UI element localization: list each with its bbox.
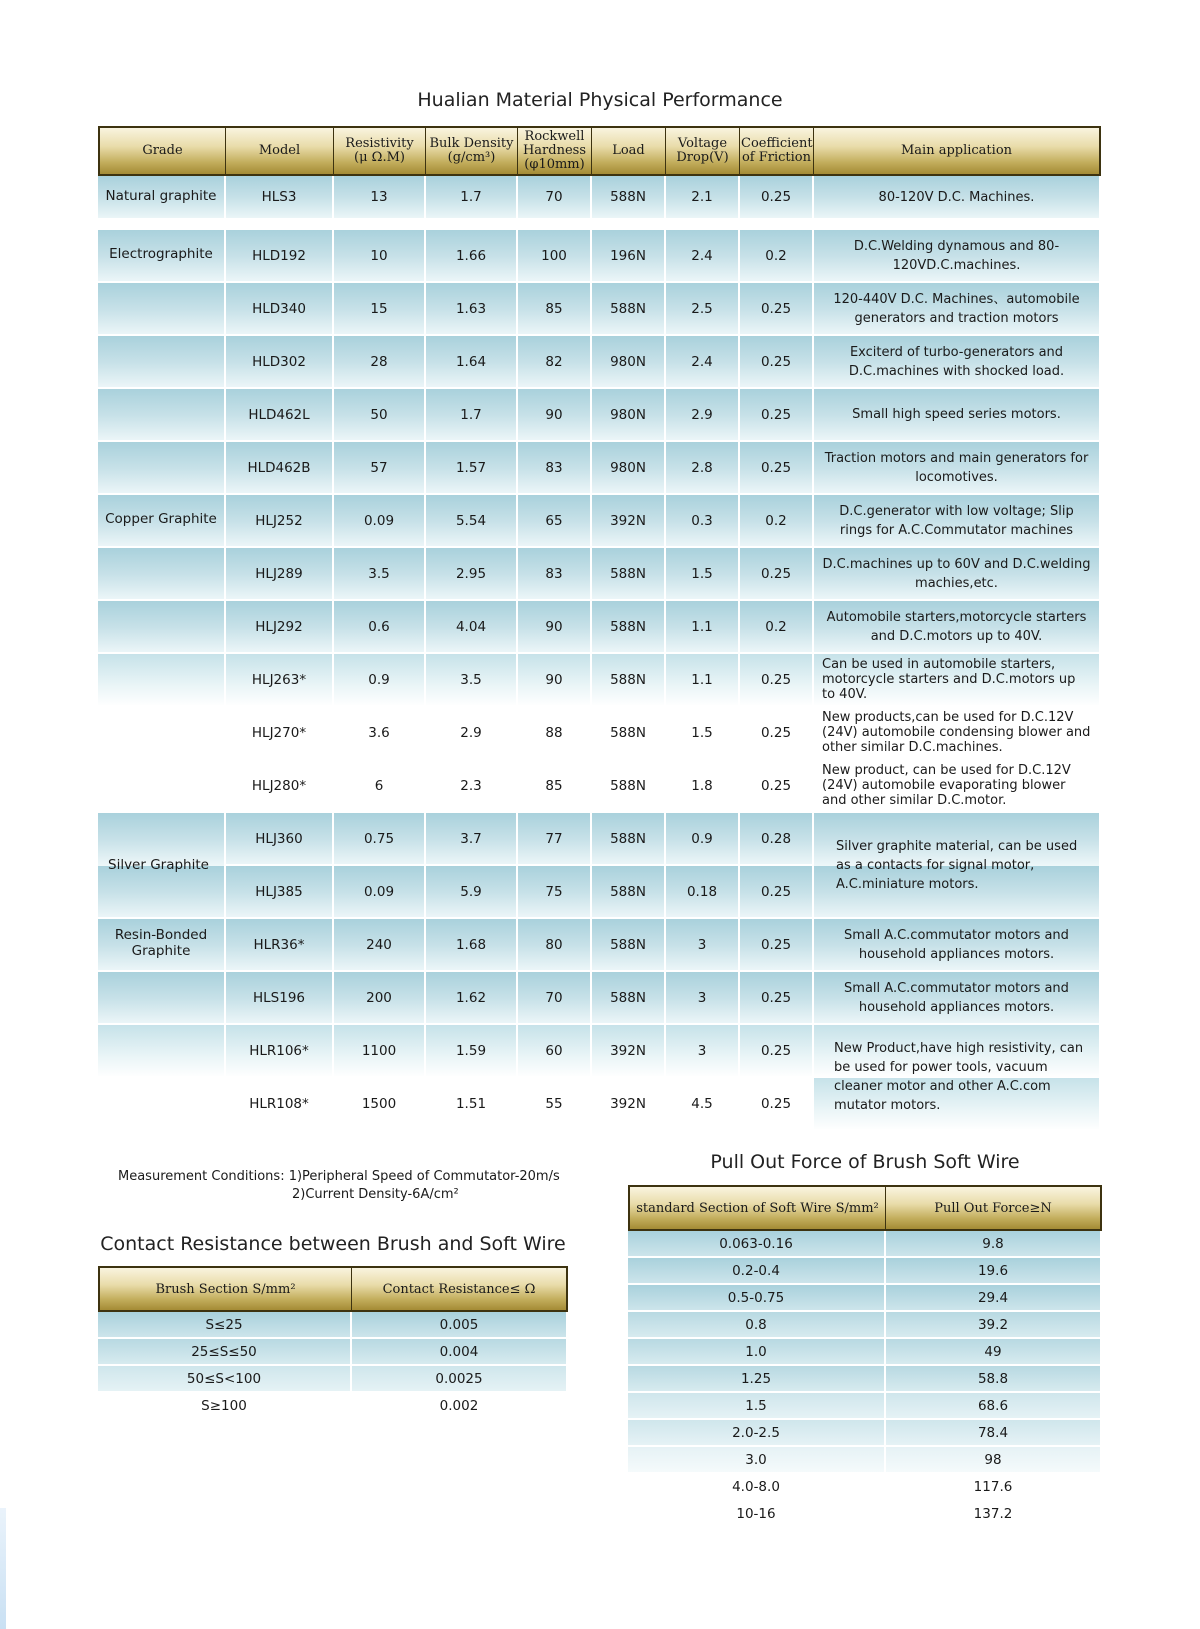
load-cell: 980N — [592, 442, 666, 495]
header-hardness — [518, 126, 592, 176]
table-row — [628, 1447, 1102, 1474]
resistivity-cell: 6 — [334, 760, 426, 813]
density-cell: 5.54 — [426, 495, 518, 548]
friction-cell: 0.25 — [740, 1025, 814, 1078]
density-cell: 2.95 — [426, 548, 518, 601]
voltage-drop-cell: 2.9 — [666, 389, 740, 442]
header-friction-l1: Coefficient — [741, 136, 813, 151]
friction-cell: 0.25 — [740, 972, 814, 1025]
header-bulk-density — [426, 126, 518, 176]
voltage-drop-cell: 0.9 — [666, 813, 740, 866]
load-cell: 588N — [592, 919, 666, 972]
table-row — [98, 654, 1101, 707]
resistivity-cell: 0.09 — [334, 866, 426, 919]
force-cell: 68.6 — [886, 1393, 1102, 1420]
table-row — [98, 495, 1101, 548]
hardness-cell: 77 — [518, 813, 592, 866]
application-cell: New product, can be used for D.C.12V (24V) automobile evaporating blower and other similar D.C.motor. — [814, 760, 1101, 813]
voltage-drop-cell: 3 — [666, 919, 740, 972]
load-cell: 588N — [592, 283, 666, 336]
voltage-drop-cell: 3 — [666, 972, 740, 1025]
friction-cell: 0.28 — [740, 813, 814, 866]
grade-cell — [98, 548, 226, 601]
resistivity-cell: 3.5 — [334, 548, 426, 601]
model-cell: HLJ270* — [226, 707, 334, 760]
hardness-cell: 70 — [518, 176, 592, 220]
model-cell: HLD462B — [226, 442, 334, 495]
load-cell: 980N — [592, 336, 666, 389]
model-cell: HLJ280* — [226, 760, 334, 813]
friction-cell: 0.25 — [740, 866, 814, 919]
model-cell: HLJ360 — [226, 813, 334, 866]
density-cell: 1.63 — [426, 283, 518, 336]
application-cell: New products,can be used for D.C.12V (24V) automobile condensing blower and other similar D.C.machines. — [814, 707, 1101, 760]
resistivity-cell: 28 — [334, 336, 426, 389]
model-cell: HLJ289 — [226, 548, 334, 601]
application-cell: Can be used in automobile starters, motorcycle starters and D.C.motors up to 40V. — [814, 654, 1101, 707]
hardness-cell: 83 — [518, 548, 592, 601]
header-row — [628, 1185, 1102, 1231]
application-cell: Small A.C.commutator motors and household appliances motors. — [814, 972, 1101, 1025]
model-cell: HLD340 — [226, 283, 334, 336]
density-cell: 1.7 — [426, 176, 518, 220]
header-hardness-l2: Hardness — [522, 143, 587, 158]
table-row — [628, 1231, 1102, 1258]
density-cell: 1.57 — [426, 442, 518, 495]
header-resistivity-l2: (μ Ω.M) — [354, 150, 405, 165]
table-row — [98, 972, 1101, 1025]
friction-cell: 0.25 — [740, 389, 814, 442]
header-hardness-l1: Rockwell — [524, 129, 585, 144]
resistivity-cell: 15 — [334, 283, 426, 336]
table-row — [98, 336, 1101, 389]
force-cell: 78.4 — [886, 1420, 1102, 1447]
load-cell: 392N — [592, 1025, 666, 1078]
grade-cell: Natural graphite — [98, 176, 226, 220]
hardness-cell: 55 — [518, 1078, 592, 1131]
application-cell: New Product,have high resistivity, can be used for power tools, vacuum cleaner motor and other A.C.com mutator motors. — [814, 1025, 1101, 1131]
density-cell: 2.9 — [426, 707, 518, 760]
contact-resistance-cell: 0.004 — [352, 1339, 568, 1366]
table-row — [98, 919, 1101, 972]
voltage-drop-cell: 0.3 — [666, 495, 740, 548]
table-row — [628, 1312, 1102, 1339]
model-cell: HLJ263* — [226, 654, 334, 707]
header-voltage-drop-l1: Voltage — [677, 136, 728, 151]
table-row — [628, 1339, 1102, 1366]
table-row — [98, 548, 1101, 601]
grade-cell — [98, 1078, 226, 1131]
header-model: Model — [226, 126, 334, 176]
resistivity-cell: 3.6 — [334, 707, 426, 760]
brush-section-cell: S≤25 — [98, 1312, 352, 1339]
load-cell: 588N — [592, 548, 666, 601]
grade-cell: Silver Graphite — [98, 813, 226, 919]
contact-resistance-cell: 0.005 — [352, 1312, 568, 1339]
resistivity-cell: 0.6 — [334, 601, 426, 654]
application-cell: Traction motors and main generators for locomotives. — [814, 442, 1101, 495]
density-cell: 5.9 — [426, 866, 518, 919]
header-grade: Grade — [98, 126, 226, 176]
force-cell: 49 — [886, 1339, 1102, 1366]
friction-cell: 0.25 — [740, 442, 814, 495]
grade-cell — [98, 707, 226, 760]
table-row — [628, 1366, 1102, 1393]
application-cell: Silver graphite material, can be used as a contacts for signal motor, A.C.miniature motors. — [814, 813, 1101, 919]
density-cell: 1.62 — [426, 972, 518, 1025]
voltage-drop-cell: 3 — [666, 1025, 740, 1078]
voltage-drop-cell: 4.5 — [666, 1078, 740, 1131]
voltage-drop-cell: 1.5 — [666, 707, 740, 760]
header-pull-out-force: Pull Out Force≥N — [886, 1185, 1102, 1231]
load-cell: 588N — [592, 972, 666, 1025]
load-cell: 392N — [592, 495, 666, 548]
friction-cell: 0.25 — [740, 919, 814, 972]
grade-cell — [98, 601, 226, 654]
model-cell: HLD192 — [226, 230, 334, 283]
resistivity-cell: 0.09 — [334, 495, 426, 548]
friction-cell: 0.2 — [740, 495, 814, 548]
table-row — [98, 760, 1101, 813]
table-row — [628, 1474, 1102, 1501]
hardness-cell: 100 — [518, 230, 592, 283]
header-voltage-drop — [666, 126, 740, 176]
header-voltage-drop-l2: Drop(V) — [676, 150, 729, 165]
grade-cell: Electrographite — [98, 230, 226, 283]
grade-cell: Resin-Bonded Graphite — [98, 919, 226, 972]
force-cell: 9.8 — [886, 1231, 1102, 1258]
hardness-cell: 83 — [518, 442, 592, 495]
voltage-drop-cell: 2.4 — [666, 230, 740, 283]
load-cell: 588N — [592, 601, 666, 654]
brush-section-cell: S≥100 — [98, 1393, 352, 1420]
contact-resistance-cell: 0.0025 — [352, 1366, 568, 1393]
table-row — [98, 813, 1101, 866]
header-hardness-l3: (φ10mm) — [524, 157, 585, 172]
grade-cell — [98, 389, 226, 442]
force-cell: 39.2 — [886, 1312, 1102, 1339]
resistivity-cell: 200 — [334, 972, 426, 1025]
header-contact-resistance: Contact Resistance≤ Ω — [352, 1266, 568, 1312]
hardness-cell: 85 — [518, 760, 592, 813]
application-cell: Exciterd of turbo-generators and D.C.machines with shocked load. — [814, 336, 1101, 389]
header-row — [98, 1266, 568, 1312]
model-cell: HLS196 — [226, 972, 334, 1025]
section-cell: 2.0-2.5 — [628, 1420, 886, 1447]
load-cell: 392N — [592, 1078, 666, 1131]
grade-cell: Copper Graphite — [98, 495, 226, 548]
load-cell: 588N — [592, 866, 666, 919]
density-cell: 3.5 — [426, 654, 518, 707]
section-cell: 10-16 — [628, 1501, 886, 1528]
hardness-cell: 82 — [518, 336, 592, 389]
hardness-cell: 60 — [518, 1025, 592, 1078]
header-friction — [740, 126, 814, 176]
force-cell: 58.8 — [886, 1366, 1102, 1393]
table-row — [628, 1501, 1102, 1528]
friction-cell: 0.2 — [740, 601, 814, 654]
voltage-drop-cell: 1.5 — [666, 548, 740, 601]
density-cell: 2.3 — [426, 760, 518, 813]
voltage-drop-cell: 1.8 — [666, 760, 740, 813]
section-cell: 1.5 — [628, 1393, 886, 1420]
grade-cell — [98, 760, 226, 813]
table-row — [98, 389, 1101, 442]
table-row — [98, 442, 1101, 495]
header-soft-wire-section: standard Section of Soft Wire S/mm² — [628, 1185, 886, 1231]
application-cell: 80-120V D.C. Machines. — [814, 176, 1101, 220]
main-title: Hualian Material Physical Performance — [417, 89, 783, 111]
resistivity-cell: 0.75 — [334, 813, 426, 866]
header-resistivity-l1: Resistivity — [345, 136, 414, 151]
friction-cell: 0.25 — [740, 176, 814, 220]
hardness-cell: 65 — [518, 495, 592, 548]
voltage-drop-cell: 2.4 — [666, 336, 740, 389]
header-resistivity — [334, 126, 426, 176]
grade-cell — [98, 654, 226, 707]
voltage-drop-cell: 1.1 — [666, 601, 740, 654]
header-application: Main application — [814, 126, 1101, 176]
table-row — [628, 1285, 1102, 1312]
model-cell: HLJ385 — [226, 866, 334, 919]
load-cell: 588N — [592, 813, 666, 866]
model-cell: HLD462L — [226, 389, 334, 442]
section-cell: 4.0-8.0 — [628, 1474, 886, 1501]
grade-cell — [98, 442, 226, 495]
hardness-cell: 90 — [518, 601, 592, 654]
load-cell: 588N — [592, 760, 666, 813]
brush-section-cell: 50≤S<100 — [98, 1366, 352, 1393]
table-row — [98, 1312, 568, 1339]
table-row — [98, 230, 1101, 283]
force-cell: 117.6 — [886, 1474, 1102, 1501]
friction-cell: 0.2 — [740, 230, 814, 283]
physical-performance-table — [98, 126, 1101, 1131]
model-cell: HLR36* — [226, 919, 334, 972]
section-cell: 0.8 — [628, 1312, 886, 1339]
load-cell: 588N — [592, 654, 666, 707]
grade-cell — [98, 1025, 226, 1078]
force-cell: 98 — [886, 1447, 1102, 1474]
contact-resistance-cell: 0.002 — [352, 1393, 568, 1420]
header-friction-l2: of Friction — [741, 150, 812, 165]
grade-cell — [98, 972, 226, 1025]
density-cell: 1.59 — [426, 1025, 518, 1078]
section-cell: 0.2-0.4 — [628, 1258, 886, 1285]
friction-cell: 0.25 — [740, 336, 814, 389]
force-cell: 29.4 — [886, 1285, 1102, 1312]
density-cell: 3.7 — [426, 813, 518, 866]
spacer-cell — [98, 220, 1101, 230]
voltage-drop-cell: 0.18 — [666, 866, 740, 919]
density-cell: 1.7 — [426, 389, 518, 442]
model-cell: HLS3 — [226, 176, 334, 220]
friction-cell: 0.25 — [740, 760, 814, 813]
table-row — [98, 707, 1101, 760]
friction-cell: 0.25 — [740, 654, 814, 707]
page-edge-decoration — [0, 1508, 6, 1629]
model-cell: HLR106* — [226, 1025, 334, 1078]
header-bulk-density-l1: Bulk Density — [429, 136, 514, 151]
section-cell: 1.25 — [628, 1366, 886, 1393]
table-row — [98, 283, 1101, 336]
table-row — [628, 1393, 1102, 1420]
hardness-cell: 75 — [518, 866, 592, 919]
section-cell: 0.063-0.16 — [628, 1231, 886, 1258]
hardness-cell: 90 — [518, 389, 592, 442]
resistivity-cell: 13 — [334, 176, 426, 220]
brush-section-cell: 25≤S≤50 — [98, 1339, 352, 1366]
application-cell: 120-440V D.C. Machines、automobile generators and traction motors — [814, 283, 1101, 336]
header-row — [98, 126, 1101, 176]
table-row — [98, 1393, 568, 1420]
grade-cell — [98, 283, 226, 336]
force-cell: 19.6 — [886, 1258, 1102, 1285]
load-cell: 588N — [592, 707, 666, 760]
grade-cell — [98, 336, 226, 389]
hardness-cell: 90 — [518, 654, 592, 707]
density-cell: 4.04 — [426, 601, 518, 654]
density-cell: 1.68 — [426, 919, 518, 972]
table-row — [98, 1025, 1101, 1078]
header-bulk-density-l2: (g/cm³) — [447, 150, 496, 165]
table-row — [628, 1258, 1102, 1285]
load-cell: 196N — [592, 230, 666, 283]
header-load: Load — [592, 126, 666, 176]
density-cell: 1.64 — [426, 336, 518, 389]
application-cell: D.C.generator with low voltage; Slip rings for A.C.Commutator machines — [814, 495, 1101, 548]
pull-table-title: Pull Out Force of Brush Soft Wire — [710, 1151, 1020, 1173]
application-cell: D.C.Welding dynamous and 80-120VD.C.machines. — [814, 230, 1101, 283]
resistivity-cell: 1500 — [334, 1078, 426, 1131]
application-cell: Small high speed series motors. — [814, 389, 1101, 442]
section-cell: 3.0 — [628, 1447, 886, 1474]
friction-cell: 0.25 — [740, 548, 814, 601]
contact-resistance-table — [98, 1266, 568, 1420]
application-cell: Small A.C.commutator motors and household appliances motors. — [814, 919, 1101, 972]
application-cell: Automobile starters,motorcycle starters and D.C.motors up to 40V. — [814, 601, 1101, 654]
voltage-drop-cell: 2.1 — [666, 176, 740, 220]
model-cell: HLJ292 — [226, 601, 334, 654]
density-cell: 1.66 — [426, 230, 518, 283]
section-cell: 0.5-0.75 — [628, 1285, 886, 1312]
hardness-cell: 85 — [518, 283, 592, 336]
resistivity-cell: 50 — [334, 389, 426, 442]
table-row — [98, 1366, 568, 1393]
resistivity-cell: 57 — [334, 442, 426, 495]
resistivity-cell: 1100 — [334, 1025, 426, 1078]
table-row — [628, 1420, 1102, 1447]
section-cell: 1.0 — [628, 1339, 886, 1366]
friction-cell: 0.25 — [740, 707, 814, 760]
contact-table-title: Contact Resistance between Brush and Soft Wire — [100, 1233, 566, 1255]
hardness-cell: 70 — [518, 972, 592, 1025]
friction-cell: 0.25 — [740, 283, 814, 336]
voltage-drop-cell: 2.8 — [666, 442, 740, 495]
voltage-drop-cell: 2.5 — [666, 283, 740, 336]
header-brush-section: Brush Section S/mm² — [98, 1266, 352, 1312]
row-spacer — [98, 220, 1101, 230]
hardness-cell: 80 — [518, 919, 592, 972]
table-row — [98, 176, 1101, 220]
measurement-line-1: Measurement Conditions: 1)Peripheral Speed of Commutator-20m/s — [118, 1169, 560, 1184]
table-row — [98, 1339, 568, 1366]
voltage-drop-cell: 1.1 — [666, 654, 740, 707]
resistivity-cell: 10 — [334, 230, 426, 283]
measurement-line-2: 2)Current Density-6A/cm² — [292, 1187, 459, 1202]
model-cell: HLR108* — [226, 1078, 334, 1131]
load-cell: 588N — [592, 176, 666, 220]
model-cell: HLD302 — [226, 336, 334, 389]
force-cell: 137.2 — [886, 1501, 1102, 1528]
friction-cell: 0.25 — [740, 1078, 814, 1131]
load-cell: 980N — [592, 389, 666, 442]
density-cell: 1.51 — [426, 1078, 518, 1131]
model-cell: HLJ252 — [226, 495, 334, 548]
hardness-cell: 88 — [518, 707, 592, 760]
resistivity-cell: 240 — [334, 919, 426, 972]
application-cell: D.C.machines up to 60V and D.C.welding machies,etc. — [814, 548, 1101, 601]
pull-out-force-table — [628, 1185, 1102, 1528]
resistivity-cell: 0.9 — [334, 654, 426, 707]
table-row — [98, 601, 1101, 654]
